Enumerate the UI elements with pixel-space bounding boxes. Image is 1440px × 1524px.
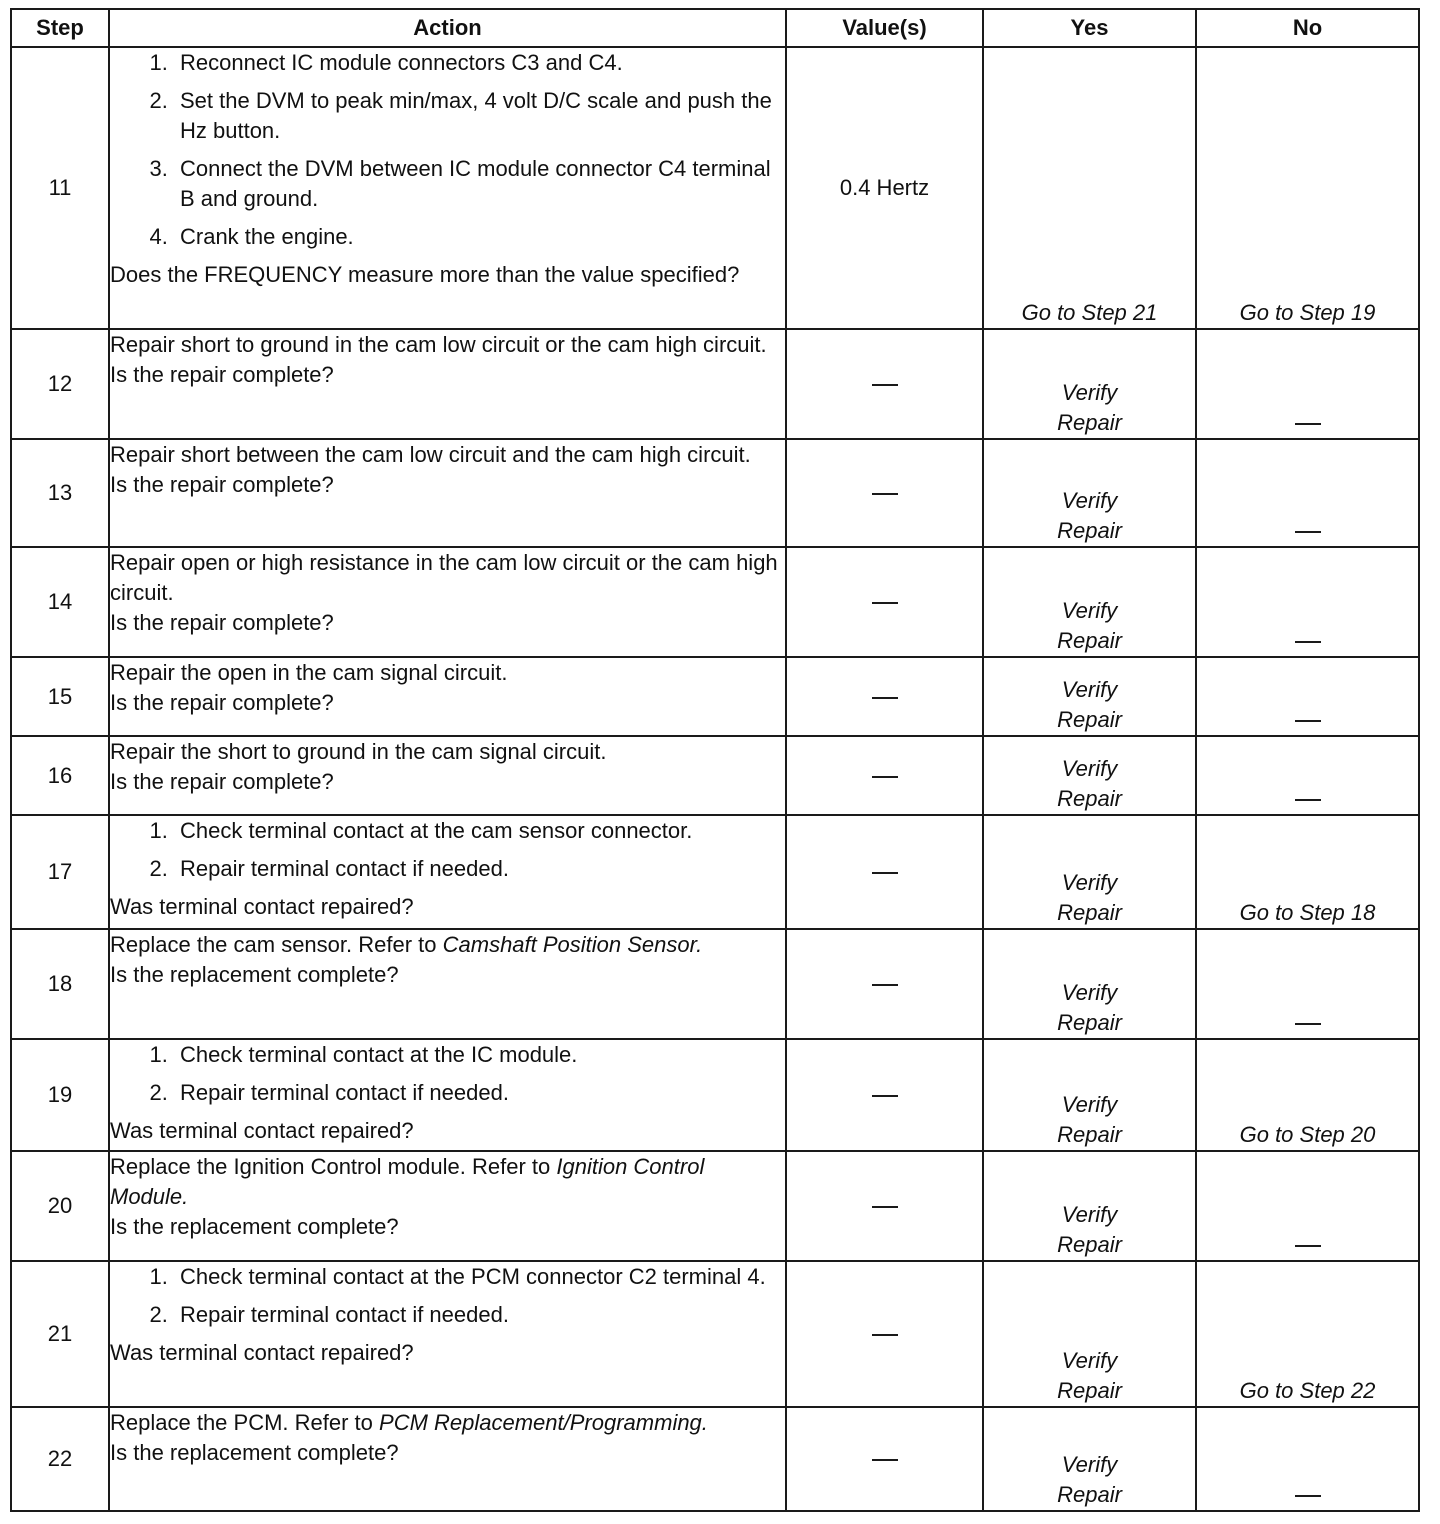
yes-action: Go to Step 21 bbox=[1021, 300, 1158, 325]
action-step: 3. Connect the DVM between IC module connector C4 terminal B and ground. bbox=[174, 154, 785, 214]
no-cell bbox=[1196, 47, 1419, 329]
value-cell bbox=[786, 1407, 983, 1511]
action-question: Is the repair complete? bbox=[110, 769, 334, 794]
action-text-body: Repair short to ground in the cam low circuit or the cam high circuit. bbox=[110, 332, 767, 357]
no-cell bbox=[1196, 736, 1419, 815]
action-text bbox=[110, 548, 785, 608]
action-step: 1. Reconnect IC module connectors C3 and C4. bbox=[174, 48, 785, 78]
action-text-body: Repair short between the cam low circuit and the cam high circuit. bbox=[110, 442, 751, 467]
action-question: Does the FREQUENCY measure more than the value specified? bbox=[110, 262, 740, 287]
value-cell bbox=[786, 329, 983, 439]
no-action: Go to Step 18 bbox=[1239, 900, 1376, 925]
yes-action: Verify Repair bbox=[1057, 677, 1122, 732]
table-row bbox=[11, 547, 1419, 657]
table-row bbox=[11, 1151, 1419, 1261]
table-row bbox=[11, 1039, 1419, 1151]
action-question: Is the repair complete? bbox=[110, 362, 334, 387]
action-question: Is the repair complete? bbox=[110, 472, 334, 497]
yes-action: Verify Repair bbox=[1057, 980, 1122, 1035]
step-number: 20 bbox=[11, 1151, 109, 1261]
no-cell bbox=[1196, 1039, 1419, 1151]
yes-cell bbox=[983, 1039, 1196, 1151]
action-step: 2. Repair terminal contact if needed. bbox=[174, 1300, 785, 1330]
value-dash bbox=[872, 1334, 898, 1336]
step-number: 19 bbox=[11, 1039, 109, 1151]
no-cell bbox=[1196, 657, 1419, 736]
action-step: 1. Check terminal contact at the PCM connector C2 terminal 4. bbox=[174, 1262, 785, 1292]
no-dash bbox=[1295, 1023, 1321, 1025]
step-number: 13 bbox=[11, 439, 109, 547]
table-row bbox=[11, 47, 1419, 329]
header-action: Action bbox=[109, 9, 786, 47]
no-dash-wrap bbox=[1197, 626, 1418, 656]
yes-action: Verify Repair bbox=[1057, 1202, 1122, 1257]
step-number: 21 bbox=[11, 1261, 109, 1407]
action-text bbox=[110, 930, 785, 960]
value-text: 0.4 Hertz bbox=[839, 175, 930, 200]
table-row bbox=[11, 329, 1419, 439]
action-text-body: Repair the short to ground in the cam signal circuit. bbox=[110, 739, 607, 764]
action-steps-list bbox=[110, 1262, 785, 1330]
step-number: 12 bbox=[11, 329, 109, 439]
action-reference: Ignition Control Module. bbox=[110, 1154, 705, 1209]
yes-cell bbox=[983, 736, 1196, 815]
value-dash bbox=[872, 697, 898, 699]
action-text bbox=[110, 440, 785, 470]
no-cell bbox=[1196, 1261, 1419, 1407]
value-cell bbox=[786, 1151, 983, 1261]
yes-cell bbox=[983, 929, 1196, 1039]
action-text bbox=[110, 737, 785, 767]
yes-action: Verify Repair bbox=[1057, 1348, 1122, 1403]
value-cell bbox=[786, 547, 983, 657]
no-action: Go to Step 20 bbox=[1239, 1122, 1376, 1147]
no-dash-wrap bbox=[1197, 408, 1418, 438]
action-question: Is the replacement complete? bbox=[110, 962, 399, 987]
action-question: Was terminal contact repaired? bbox=[110, 1118, 414, 1143]
table-row bbox=[11, 736, 1419, 815]
no-cell bbox=[1196, 1407, 1419, 1511]
action-cell bbox=[109, 1039, 786, 1151]
action-steps-list bbox=[110, 816, 785, 884]
value-cell bbox=[786, 657, 983, 736]
action-cell bbox=[109, 329, 786, 439]
action-text-body: Repair open or high resistance in the cam low circuit or the cam high circuit. bbox=[110, 550, 778, 605]
yes-cell bbox=[983, 47, 1196, 329]
no-dash-wrap bbox=[1197, 1230, 1418, 1260]
table-row bbox=[11, 439, 1419, 547]
no-dash bbox=[1295, 720, 1321, 722]
action-cell bbox=[109, 1407, 786, 1511]
step-number: 17 bbox=[11, 815, 109, 929]
table-body bbox=[11, 47, 1419, 1511]
no-dash-wrap bbox=[1197, 705, 1418, 735]
action-question: Is the repair complete? bbox=[110, 690, 334, 715]
yes-action: Verify Repair bbox=[1057, 380, 1122, 435]
action-cell bbox=[109, 547, 786, 657]
no-dash bbox=[1295, 641, 1321, 643]
table-row bbox=[11, 815, 1419, 929]
yes-cell bbox=[983, 1407, 1196, 1511]
yes-action: Verify Repair bbox=[1057, 1452, 1122, 1507]
yes-cell bbox=[983, 439, 1196, 547]
yes-action: Verify Repair bbox=[1057, 870, 1122, 925]
value-cell bbox=[786, 1261, 983, 1407]
yes-cell bbox=[983, 1261, 1196, 1407]
action-cell bbox=[109, 736, 786, 815]
no-dash bbox=[1295, 799, 1321, 801]
yes-cell bbox=[983, 1151, 1196, 1261]
no-action: Go to Step 22 bbox=[1239, 1378, 1376, 1403]
no-dash-wrap bbox=[1197, 1008, 1418, 1038]
action-step: 1. Check terminal contact at the IC module. bbox=[174, 1040, 785, 1070]
yes-action: Verify Repair bbox=[1057, 1092, 1122, 1147]
diagnostic-table bbox=[10, 8, 1420, 1512]
yes-action: Verify Repair bbox=[1057, 756, 1122, 811]
no-action: Go to Step 19 bbox=[1239, 300, 1376, 325]
action-cell bbox=[109, 1151, 786, 1261]
action-question: Was terminal contact repaired? bbox=[110, 894, 414, 919]
action-steps-list bbox=[110, 1040, 785, 1108]
action-text bbox=[110, 1152, 785, 1212]
action-step: 2. Set the DVM to peak min/max, 4 volt D/C scale and push the Hz button. bbox=[174, 86, 785, 146]
table-row bbox=[11, 1407, 1419, 1511]
step-number: 11 bbox=[11, 47, 109, 329]
action-text-body: Replace the Ignition Control module. Refer to bbox=[110, 1154, 557, 1179]
header-no: No bbox=[1196, 9, 1419, 47]
table-row bbox=[11, 1261, 1419, 1407]
no-dash bbox=[1295, 1495, 1321, 1497]
no-cell bbox=[1196, 439, 1419, 547]
value-cell bbox=[786, 929, 983, 1039]
value-cell bbox=[786, 47, 983, 329]
value-dash bbox=[872, 776, 898, 778]
no-cell bbox=[1196, 815, 1419, 929]
header-step: Step bbox=[11, 9, 109, 47]
action-text-body: Replace the cam sensor. Refer to bbox=[110, 932, 443, 957]
step-number: 18 bbox=[11, 929, 109, 1039]
action-text-body: Repair the open in the cam signal circuit. bbox=[110, 660, 508, 685]
action-step: 2. Repair terminal contact if needed. bbox=[174, 1078, 785, 1108]
no-dash-wrap bbox=[1197, 516, 1418, 546]
action-cell bbox=[109, 815, 786, 929]
action-question: Is the replacement complete? bbox=[110, 1440, 399, 1465]
step-number: 15 bbox=[11, 657, 109, 736]
action-question: Is the replacement complete? bbox=[110, 1214, 399, 1239]
no-cell bbox=[1196, 1151, 1419, 1261]
no-dash bbox=[1295, 423, 1321, 425]
header-yes: Yes bbox=[983, 9, 1196, 47]
value-dash bbox=[872, 493, 898, 495]
step-number: 14 bbox=[11, 547, 109, 657]
action-cell bbox=[109, 657, 786, 736]
no-dash-wrap bbox=[1197, 1480, 1418, 1510]
value-cell bbox=[786, 736, 983, 815]
action-question: Was terminal contact repaired? bbox=[110, 1340, 414, 1365]
table-row bbox=[11, 929, 1419, 1039]
no-cell bbox=[1196, 929, 1419, 1039]
value-dash bbox=[872, 984, 898, 986]
yes-cell bbox=[983, 815, 1196, 929]
action-text bbox=[110, 330, 785, 360]
action-step: 4. Crank the engine. bbox=[174, 222, 785, 252]
value-cell bbox=[786, 815, 983, 929]
yes-cell bbox=[983, 657, 1196, 736]
step-number: 16 bbox=[11, 736, 109, 815]
no-dash-wrap bbox=[1197, 784, 1418, 814]
value-dash bbox=[872, 872, 898, 874]
action-step: 2. Repair terminal contact if needed. bbox=[174, 854, 785, 884]
action-reference: PCM Replacement/Programming. bbox=[379, 1410, 708, 1435]
action-question: Is the repair complete? bbox=[110, 610, 334, 635]
header-values: Value(s) bbox=[786, 9, 983, 47]
action-cell bbox=[109, 929, 786, 1039]
table-row bbox=[11, 657, 1419, 736]
no-dash bbox=[1295, 531, 1321, 533]
no-cell bbox=[1196, 329, 1419, 439]
value-dash bbox=[872, 384, 898, 386]
action-text bbox=[110, 1408, 785, 1438]
yes-cell bbox=[983, 547, 1196, 657]
value-cell bbox=[786, 439, 983, 547]
value-cell bbox=[786, 1039, 983, 1151]
yes-action: Verify Repair bbox=[1057, 488, 1122, 543]
action-cell bbox=[109, 47, 786, 329]
action-cell bbox=[109, 1261, 786, 1407]
value-dash bbox=[872, 1095, 898, 1097]
no-cell bbox=[1196, 547, 1419, 657]
yes-cell bbox=[983, 329, 1196, 439]
action-step: 1. Check terminal contact at the cam sensor connector. bbox=[174, 816, 785, 846]
action-steps-list bbox=[110, 48, 785, 252]
header-row bbox=[11, 9, 1419, 47]
step-number: 22 bbox=[11, 1407, 109, 1511]
yes-action: Verify Repair bbox=[1057, 598, 1122, 653]
action-reference: Camshaft Position Sensor. bbox=[442, 932, 703, 957]
no-dash bbox=[1295, 1245, 1321, 1247]
action-text-body: Replace the PCM. Refer to bbox=[110, 1410, 380, 1435]
value-dash bbox=[872, 1206, 898, 1208]
action-cell bbox=[109, 439, 786, 547]
action-text bbox=[110, 658, 785, 688]
value-dash bbox=[872, 602, 898, 604]
value-dash bbox=[872, 1459, 898, 1461]
